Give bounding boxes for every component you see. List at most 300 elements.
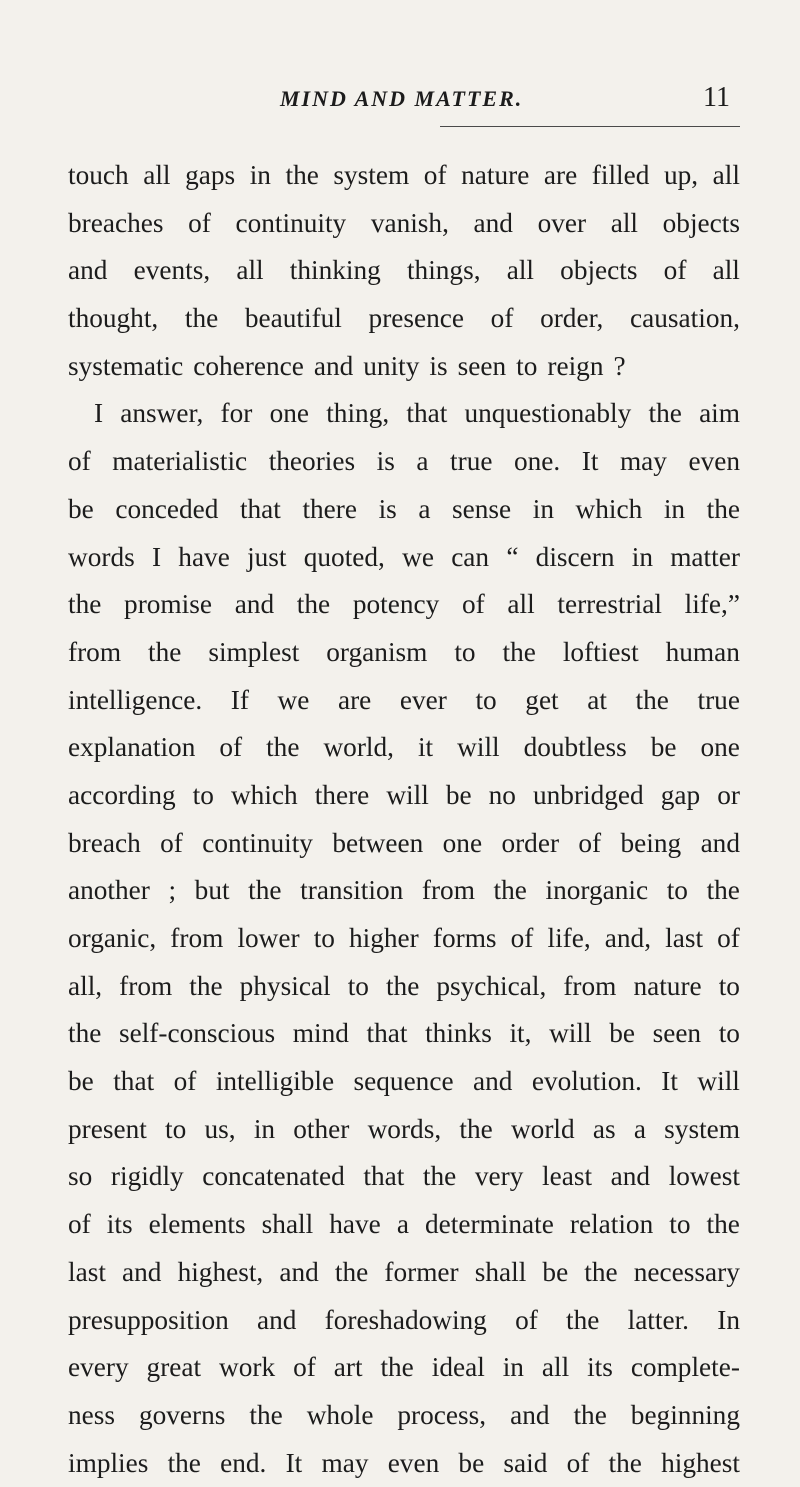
word: to [475,684,497,715]
word: the [706,875,740,906]
word: and [313,350,354,381]
word: from [563,970,617,1001]
word: are [337,684,372,715]
word: words, [367,1113,442,1144]
text-line [68,1440,740,1487]
word: a [416,446,429,477]
word: the [68,589,102,620]
page-number: 11 [703,82,730,113]
word: mind [292,1018,349,1049]
word: in [532,493,554,524]
word: the [648,398,682,429]
word: be [445,779,472,810]
word: coherence [193,350,304,381]
text-line [68,295,740,343]
word: reign [547,350,604,381]
word: of [510,923,534,953]
word: to [718,1018,740,1049]
word: said [503,1447,548,1478]
word: of [490,303,514,334]
word: great [146,1352,202,1383]
word: end. [220,1447,267,1478]
word: of [515,1304,538,1335]
word: system [333,160,410,190]
word: a [633,1113,646,1144]
word: unity [363,350,420,381]
text-line [68,915,740,963]
word: the [635,684,669,715]
word: all [712,255,740,286]
word: human [665,636,740,667]
word: world [510,1113,575,1144]
text-line [68,438,740,486]
word: higher [349,923,419,953]
text-line [68,390,740,438]
word: and [68,255,108,286]
word: and [610,1161,651,1192]
word: the [248,875,282,906]
word: the [296,589,331,620]
text-line [68,1392,740,1440]
word: concatenated [202,1161,345,1192]
word: highest, [177,1256,264,1287]
word: determinate [424,1209,554,1240]
word: that [366,1018,408,1049]
word: doubtless [523,732,627,763]
word: thought, [68,303,159,334]
word: discern [535,541,615,572]
word: between [332,827,424,858]
word: sense [452,493,512,524]
text-line [68,1201,740,1249]
word: will [386,779,429,810]
word: beautiful [244,303,342,334]
word: It [661,1066,678,1097]
word: that [239,493,281,524]
word: but [194,875,230,906]
word: another [68,875,150,906]
word: order, [540,303,604,334]
word: gaps [185,160,236,190]
word: nature [633,970,702,1001]
word: get [525,684,559,715]
word: all [507,589,535,620]
word: which [575,493,643,524]
word: very [474,1161,524,1192]
word: present [68,1113,147,1144]
word: of [566,1447,590,1478]
word: and [473,207,513,238]
word: continuity [235,207,347,238]
word: life,” [684,589,740,620]
word: will [457,732,500,763]
word: inorganic [545,875,649,906]
word: all [712,160,740,190]
word: seen [457,350,507,381]
word: of [219,732,243,763]
word: us, [204,1113,236,1144]
word: causation, [630,303,740,334]
word: from [68,636,122,667]
word: order [501,827,560,858]
word: all [236,255,264,286]
word: is [378,493,397,524]
word: there [314,779,370,810]
word: from [170,923,224,953]
word: rigidly [110,1161,184,1192]
word: filled [591,160,650,190]
word: at [587,684,607,715]
word: of [160,827,183,858]
word: and [279,1256,319,1287]
word: and, [604,923,652,953]
word: the [706,1209,740,1240]
word: its [106,1209,133,1240]
word: according [68,779,176,810]
word: evolution. [531,1066,642,1097]
word: from [119,970,173,1001]
word: simplest [208,636,300,667]
word: life, [547,923,591,953]
word: physical [239,970,331,1001]
text-line [68,1058,740,1106]
word: ever [399,684,447,715]
text-line [68,247,740,295]
word: to [666,875,688,906]
text-line [68,1010,740,1058]
word: from [421,875,475,906]
word: nature [461,160,530,190]
word: one. [513,446,561,477]
word: objects [662,207,740,238]
word: necessary [633,1256,740,1287]
word: to [165,1113,187,1144]
word: the [566,1304,600,1335]
word: the [584,1256,618,1287]
word: have [178,541,230,572]
word: in [253,1113,276,1144]
word: art [333,1352,363,1383]
word: or [717,779,740,810]
word: vanish, [370,207,449,238]
word: all [143,160,171,190]
text-line [68,581,740,629]
word: to [192,779,214,810]
word: loftiest [562,636,639,667]
word: organism [326,636,428,667]
word: we [277,684,310,715]
word: of [68,1209,91,1240]
word: the [189,970,223,1001]
word: ? [613,350,626,381]
word: presence [368,303,465,334]
word: thinking [289,255,381,286]
word: intelligence. [68,684,203,715]
text-line [68,343,740,391]
word: the [167,1447,201,1478]
word: the [573,1399,607,1430]
word: I [94,398,104,429]
word: process, [397,1399,487,1430]
word: and [473,1066,513,1097]
word: even [688,446,740,477]
word: one [700,732,740,763]
word: other [293,1113,350,1144]
word: its [587,1352,613,1383]
word: of [461,589,485,620]
word: to [718,970,740,1001]
word: transition [300,875,404,906]
word: former [384,1256,459,1287]
word: lowest [668,1161,740,1192]
word: to [454,636,476,667]
word: It [581,446,599,477]
word: the [249,1399,283,1430]
text-line [68,1153,740,1201]
word: that [406,398,448,429]
word: potency [352,589,440,620]
text-line [68,1297,740,1345]
word: the [493,875,527,906]
text-line [68,867,740,915]
word: as [592,1113,616,1144]
word: and [700,827,740,858]
word: that [363,1161,405,1192]
word: no [488,779,516,810]
word: quoted, [303,541,385,572]
word: sequence [353,1066,454,1097]
word: governs [138,1399,226,1430]
word: for [220,398,253,429]
word: of [293,1352,316,1383]
word: of [663,255,687,286]
word: materialistic [112,446,248,477]
word: may [321,1447,369,1478]
word: just [247,541,287,572]
word: “ [506,541,519,572]
word: breach [68,827,141,858]
word: whole [306,1399,374,1430]
word: so [68,1161,93,1192]
word: being [620,827,682,858]
word: all [541,1352,570,1383]
word: may [619,446,667,477]
word: be [68,1066,94,1097]
word: have [329,1209,381,1240]
text-line [68,820,740,868]
word: touch [68,160,129,190]
word: forms [432,923,497,953]
word: of [188,207,211,238]
word: to [516,350,538,381]
word: all [506,255,534,286]
word: be [68,493,94,524]
word: and [122,1256,162,1287]
text-line [68,963,740,1011]
text-line [68,486,740,534]
word: ideal [431,1352,485,1383]
word: which [230,779,298,810]
word: can [451,541,490,572]
word: one [442,827,483,858]
word: self-conscious [118,1018,276,1049]
word: be [458,1447,485,1478]
word: In [717,1304,740,1335]
word: of [423,160,447,190]
word: ness [68,1399,116,1430]
text-line [68,772,740,820]
word: breaches [68,207,164,238]
text-line [68,200,740,248]
word: up, [663,160,699,190]
text-line [68,724,740,772]
word: last [68,1256,106,1287]
word: complete- [630,1352,740,1383]
word: a [418,493,431,524]
word: I [151,541,162,572]
word: we [402,541,434,572]
word: If [230,684,249,715]
text-line [68,534,740,582]
running-head [220,82,740,126]
word: highest [661,1447,740,1478]
body-text [68,152,740,1487]
word: answer, [120,398,204,429]
word: all [610,207,639,238]
word: the [459,1113,493,1144]
word: that [113,1066,155,1097]
word: to [669,1209,691,1240]
word: lower [237,923,300,953]
word: it [417,732,434,763]
text-line [68,677,740,725]
word: to [347,970,369,1001]
word: psychical, [436,970,547,1001]
word: matter [670,541,740,572]
text-line [68,629,740,677]
word: every [68,1352,129,1383]
word: events, [133,255,211,286]
word: the [422,1161,457,1192]
word: It [285,1447,303,1478]
word: last [665,923,704,953]
word: the [385,970,420,1001]
word: the [184,303,219,334]
word: in [249,160,271,190]
word: promise [124,589,212,620]
word: the [608,1447,642,1478]
word: least [542,1161,593,1192]
word: be [542,1256,569,1287]
word: theories [268,446,356,477]
word: one [269,398,310,429]
word: presupposition [68,1304,229,1335]
word: ; [168,875,177,906]
word: to [313,923,335,953]
word: world, [323,732,394,763]
word: a [396,1209,409,1240]
word: objects [560,255,638,286]
word: system [664,1113,740,1144]
word: relation [569,1209,654,1240]
word: terrestrial [557,589,662,620]
word: there [302,493,358,524]
word: is [429,350,448,381]
word: the [285,160,319,190]
text-line [68,1249,740,1297]
word: seen [652,1018,702,1049]
word: even [387,1447,440,1478]
word: of [173,1066,197,1097]
word: the [68,1018,102,1049]
word: systematic [68,350,184,381]
text-line [68,1106,740,1154]
word: over [537,207,587,238]
word: in [631,541,653,572]
word: elements [148,1209,246,1240]
word: all, [68,970,103,1001]
word: will [697,1066,740,1097]
text-line [68,152,740,200]
header-rule [440,126,740,127]
running-title: MIND AND MATTER. [280,86,524,111]
word: in [663,493,686,524]
word: things, [406,255,481,286]
word: and [234,589,275,620]
word: words [68,541,135,572]
word: and [256,1304,297,1335]
word: and [510,1399,550,1430]
word: the [380,1352,414,1383]
word: the [502,636,536,667]
word: aim [699,398,740,429]
word: shall [474,1256,527,1287]
word: of [578,827,602,858]
word: intelligible [215,1066,335,1097]
word: thinks [425,1018,492,1049]
word: be [609,1018,635,1049]
word: foreshadowing [324,1304,487,1335]
word: are [543,160,578,190]
word: the [148,636,182,667]
word: the [706,493,740,524]
word: continuity [202,827,313,858]
word: latter. [627,1304,690,1335]
word: beginning [630,1399,740,1430]
word: true [450,446,493,477]
word: work [219,1352,276,1383]
word: unbridged [533,779,644,810]
word: gap [660,779,701,810]
word: thing, [326,398,390,429]
word: conceded [115,493,219,524]
word: it, [509,1018,532,1049]
word: of [717,923,740,953]
word: of [68,446,91,477]
word: explanation [68,732,196,763]
word: will [549,1018,592,1049]
word: shall [261,1209,314,1240]
word: be [650,732,677,763]
word: organic, [68,923,157,953]
text-line [68,1344,740,1392]
word: the [334,1256,369,1287]
word: is [376,446,395,477]
word: implies [68,1447,149,1478]
word: in [502,1352,524,1383]
word: true [697,684,740,715]
word: the [266,732,300,763]
